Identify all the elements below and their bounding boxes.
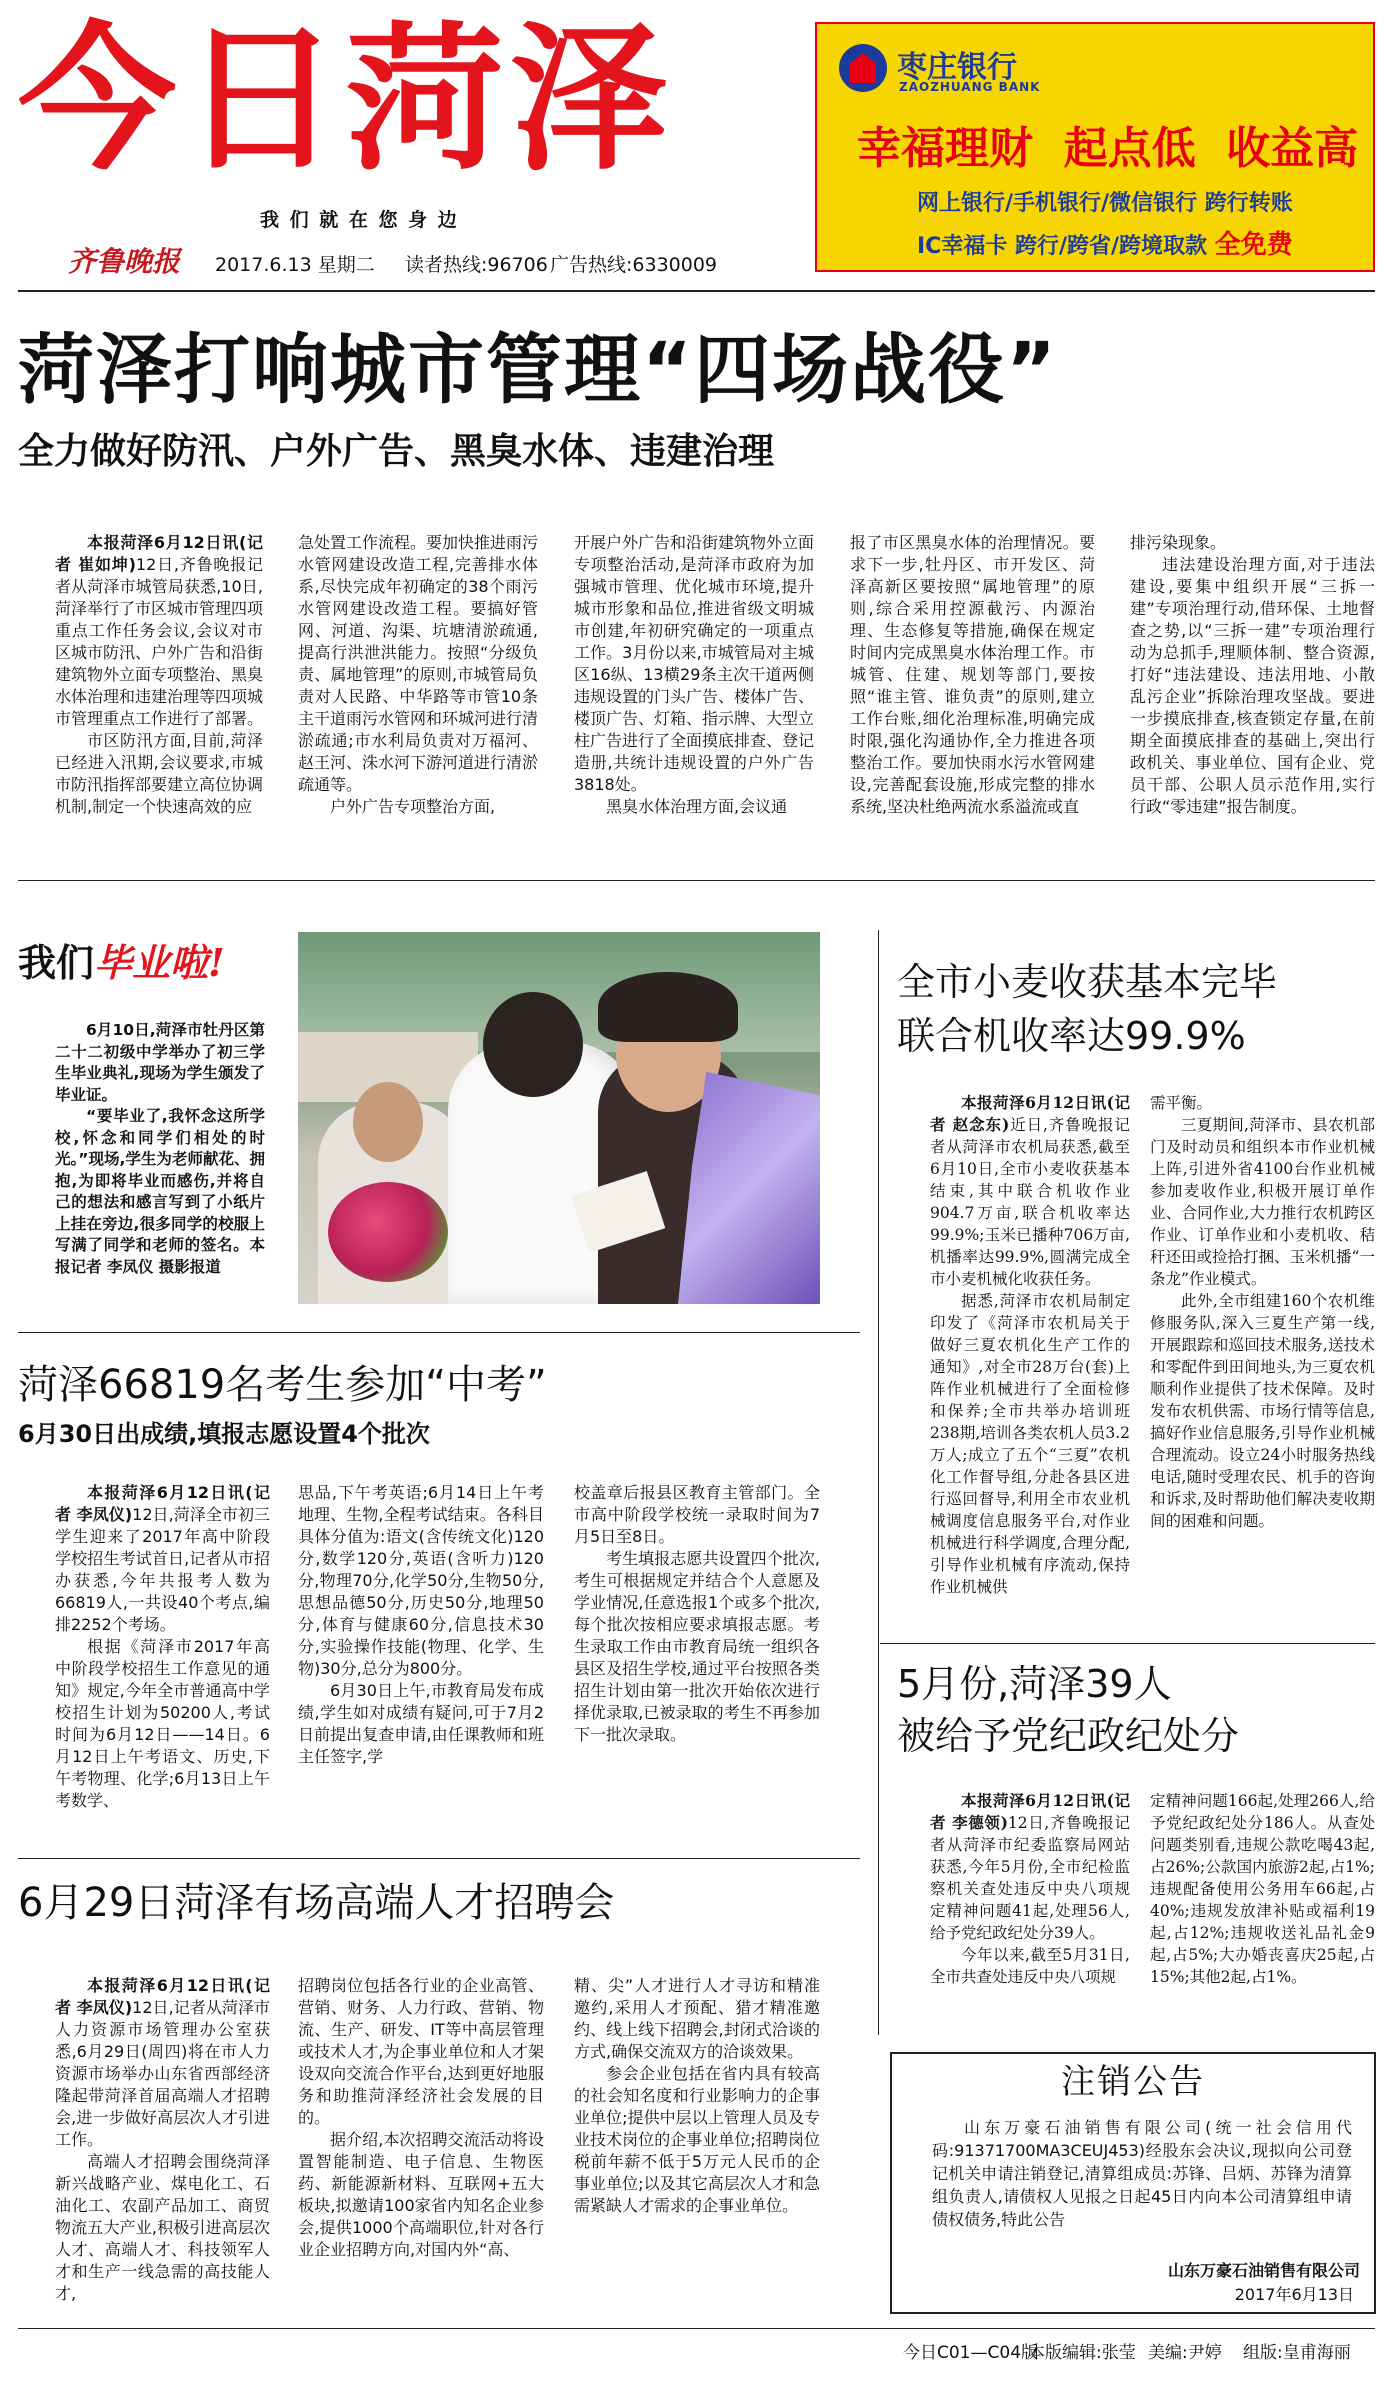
right-col-divider (878, 930, 879, 2035)
exam-subhead: 6月30日出成绩,填报志愿设置4个批次 (18, 1420, 430, 1448)
talent-col-2 (298, 1975, 544, 2315)
grad-photo (298, 932, 820, 1304)
wheat-col-1 (930, 1092, 1130, 1632)
lead-p3: 开展户外广告和沿街建筑物外立面专项整治活动,是菏泽市政府为加强城市管理、优化城市环境,提升城市形象和品位,推进省级文明城市创建,年初研究确定的一项重点工作。3月份以来,市城管局对主城区16纵、13横29条主次干道两侧违规设置的门头广告、楼体广告、楼顶广告、灯箱、指示牌、大型立柱广告进行了全面摸底排查、登记造册,共统计违规设置的户外广告3818处。 (574, 533, 814, 794)
lead-p5: 排污染现象。 (1130, 533, 1227, 552)
bank-ad-line1: 网上银行/手机银行/微信银行 跨行转账 (917, 191, 1293, 216)
discipline-col-1 (930, 1790, 1130, 2030)
notice-body: 山东万豪石油销售有限公司(统一社会信用代码:91371700MA3CEUJ453)经股东会决议,现拟向公司登记机关申请注销登记,清算组成员:苏锋、吕炳、苏锋为清算组负责人,请债权人见报之日起45日内向本公司清算组申请债权债务,特此公告 (932, 2118, 1352, 2229)
exam-p1b: 根据《菏泽市2017年高中阶段学校招生工作意见的通知》规定,今年全市普通高中学校招生计划为50200人,考试时间为6月12日——14日。6月12日上午考语文、历史,下午考物理、化学;6月13日上午考数学、 (55, 1637, 270, 1810)
discipline-p1b: 今年以来,截至5月31日,全市共查处违反中央八项规 (930, 1946, 1130, 1986)
bank-name: 枣庄银行 (897, 50, 1017, 85)
talent-p3: 精、尖”人才进行人才寻访和精准邀约,采用人才预配、猎才精准邀约、线上线下招聘会,封闭式洽谈的方式,确保交流双方的洽谈效果。 (574, 1976, 820, 2061)
exam-headline: 菏泽66819名考生参加“中考” (18, 1362, 547, 1408)
wheat-p2c: 此外,全市组建160个农机维修服务队,深入三夏生产第一线,开展跟踪和巡回技术服务,送技术和零配件到田间地头,为三夏农机顺利作业提供了技术保障。及时发布农机供需、市场行情等信息,搞好作业信息服务,引导作业机械合理流动。设立24小时服务热线电话,随时受理农民、机手的咨询和诉求,及时帮助他们解决麦收期间的困难和问题。 (1150, 1292, 1375, 1530)
notice-box (890, 2052, 1376, 2314)
lead-col-5 (1130, 532, 1375, 862)
bank-ad-line2 (917, 224, 1293, 261)
grad-title-a: 我们 (18, 941, 95, 985)
lead-col-4 (850, 532, 1095, 862)
grad-caption-bold: 6月10日,菏泽市牡丹区第二十二初级中学举办了初三学生毕业典礼,现场为学生颁发了毕业证。 (55, 1021, 265, 1104)
exam-col-2 (298, 1482, 544, 1822)
talent-p1b: 高端人才招聘会围绕菏泽新兴战略产业、煤电化工、石油化工、农副产品加工、商贸物流五大产业,积极引进高层次人才、高端人才、科技领军人才和生产一线急需的高技能人才, (55, 2152, 270, 2303)
exam-p2b: 6月30日上午,市教育局发布成绩,学生如对成绩有疑问,可于7月2日前提出复查申请,由任课教师和班主任签字,学 (298, 1681, 544, 1766)
notice-date: 2017年6月13日 (1234, 2285, 1354, 2304)
talent-p3b: 参会企业包括在省内具有较高的社会知名度和行业影响力的企事业单位;提供中层以上管理人员及专业技术岗位的企事业单位;招聘岗位税前年薪不低于5万元人民币的企事业单位;以及其它高层次人才和急需紧缺人才需求的企事业单位。 (574, 2064, 820, 2215)
talent-p1: 本报菏泽6月12日讯(记者 李凤仪)12日,记者从菏泽市人力资源市场管理办公室获悉,6月29日(周四)将在市人力资源市场举办山东省西部经济隆起带菏泽首届高端人才招聘会,进一步做好高层次人才引进工作。 (55, 1976, 270, 2149)
bank-ad-line2-text: IC幸福卡 跨行/跨省/跨境取款 (917, 234, 1208, 259)
lead-p5b: 违法建设治理方面,对于违法建设,要集中组织开展“三拆一建”专项治理行动,借环保、土地督查之势,以“三拆一建”专项治理行动为总抓手,理顺体制、整合资源,打好“违法建设、违法用地、小散乱污企业”拆除治理攻坚战。要进一步摸底排查,核查锁定存量,在前期全面摸底排查的基础上,突出行政机关、事业单位、国有企业、党员干部、公职人员示范作用,实行行政“零违建”报告制度。 (1130, 555, 1375, 816)
ad-hotline: 广告热线:6330009 (550, 254, 718, 276)
exam-col-1 (55, 1482, 270, 1822)
talent-top-rule (18, 1858, 860, 1859)
masthead-title: 今日菏泽 (18, 8, 674, 192)
exam-top-rule (18, 1332, 860, 1333)
lead-p1: 本报菏泽6月12日讯(记者 崔如坤)12日,齐鲁晚报记者从菏泽市城管局获悉,10日,菏泽举行了市区城市管理四项重点工作任务会议,会议对市区城市防汛、户外广告和沿街建筑物外立面专项整治、黑臭水体治理和违建治理等四项城市管理重点工作进行了部署。 (55, 533, 263, 728)
lead-col-2 (298, 532, 538, 862)
exam-p1: 本报菏泽6月12日讯(记者 李凤仪)12日,菏泽全市初三学生迎来了2017年高中阶段学校招生考试首日,记者从市招办获悉,今年共报考人数为66819人,一共设40个考点,编排2252个考场。 (55, 1483, 270, 1634)
exam-col-3 (574, 1482, 820, 1822)
wheat-p2: 需平衡。 (1150, 1094, 1213, 1112)
lead-p4: 报了市区黑臭水体的治理情况。要求下一步,牡丹区、市开发区、菏泽高新区要按照“属地管理”的原则,综合采用控源截污、内源治理、生态修复等措施,确保在规定时间内完成黑臭水体治理工作。市城管、住建、规划等部门,要按照“谁主管、谁负责”的原则,建立工作台账,细化治理标准,明确完成时限,强化沟通协作,全力推进各项整治工作。要加快雨水污水管网建设,完善配套设施,形成完整的排水系统,坚决杜绝两流水系溢流或直 (850, 533, 1095, 816)
grad-caption-quote: “要毕业了,我怀念这所学校,怀念和同学们相处的时光。”现场,学生为老师献花、拥抱,为即将毕业而感伤,并将自己的想法和感言写到了小纸片上挂在旁边,很多同学的校服上写满了同学和老师的签名。本报记者 李凤仪 摄影报道 (55, 1107, 265, 1276)
wheat-col-2 (1150, 1092, 1375, 1632)
lead-p1b: 市区防汛方面,目前,菏泽已经进入汛期,会议要求,市城市防汛指挥部要建立高位协调机制,制定一个快速高效的应 (55, 731, 263, 816)
lead-p2: 急处置工作流程。要加快推进雨污水管网建设改造工程,完善排水体系,尽快完成年初确定的38个雨污水管网建设改造工程。要搞好管网、河道、沟渠、坑塘清淤疏通,提高行洪泄洪能力。按照“分级负责、属地管理”的原则,市城管局负责对人民路、中华路等市管10条主干道雨污水管网和环城河进行清淤疏通;市水利局负责对万福河、赵王河、洙水河下游河道进行清淤疏通等。 (298, 533, 538, 794)
masthead-slogan: 我 们 就 在 您 身 边 (260, 209, 459, 231)
discipline-headline-1: 5月份,菏泽39人 (897, 1662, 1172, 1706)
lead-col-1 (55, 532, 263, 862)
wheat-p1: 本报菏泽6月12日讯(记者 赵念东)近日,齐鲁晚报记者从菏泽市农机局获悉,截至6月10日,全市小麦收获基本结束,其中联合机收作业904.7万亩,联合机收率达99.9%;玉米已播种706万亩,机播率达99.9%,圆满完成全市小麦机械化收获任务。 (930, 1093, 1130, 1288)
bank-name-en: ZAOZHUANG BANK (899, 80, 1041, 94)
lead-subhead: 全力做好防汛、户外广告、黑臭水体、违建治理 (18, 431, 775, 472)
notice-title: 注销公告 (1061, 2062, 1205, 2102)
footer-pages: 今日C01—C04版 (903, 2343, 1039, 2363)
grad-caption (55, 1020, 265, 1320)
lead-col-3 (574, 532, 814, 862)
discipline-col-2 (1150, 1790, 1375, 2030)
grad-title (18, 940, 288, 986)
bank-ad-headline: 幸福理财 起点低 收益高 (857, 123, 1359, 174)
grad-title-b: 毕业啦! (94, 940, 225, 985)
discipline-p2: 定精神问题166起,处理266人,给予党纪政纪处分186人。从查处问题类别看,违规公款吃喝43起,占26%;公款国内旅游2起,占1%;违规配备使用公务用车66起,占40%;违规发放津补贴或福利19起,占12%;违规收送礼品礼金9起,占5%;大办婚丧喜庆25起,占15%;其他2起,占1%。 (1150, 1792, 1375, 1986)
grad-credit: 本报记者 李凤仪 摄影报道 (55, 1236, 265, 1276)
wheat-headline-1: 全市小麦收获基本完毕 (897, 960, 1278, 1004)
exam-p2: 思品,下午考英语;6月14日上午考地理、生物,全程考试结束。各科目具体分值为:语文(含传统文化)120分,数学120分,英语(含听力)120分,物理70分,化学50分,生物50分,思想品德50分,历史50分,地理50分,体育与健康60分,信息技术30分,实验操作技能(物理、化学、生物)30分,总分为800分。 (298, 1483, 544, 1678)
talent-p2b: 据介绍,本次招聘交流活动将设置智能制造、电子信息、生物医药、新能源新材料、互联网+五大板块,拟邀请100家省内知名企业参会,提供1000个高端职位,针对各行业企业招聘方向,对国内外“高、 (298, 2130, 544, 2259)
bank-logo-icon (839, 44, 887, 92)
lead-headline: 菏泽打响城市管理“四场战役” (18, 325, 1058, 414)
lead-p3b: 黑臭水体治理方面,会议通 (606, 797, 788, 816)
notice-signer: 山东万豪石油销售有限公司 (1167, 2261, 1360, 2280)
wheat-p1b: 据悉,菏泽市农机局制定印发了《菏泽市农机局关于做好三夏农机化生产工作的通知》,对全市28万台(套)上阵作业机械进行了全面检修和保养;全市共举办培训班238期,培训各类农机人员3.2万人;成立了五个“三夏”农机化工作督导组,分赴各县区进行巡回督导,利用全市农业机械调度信息服务平台,对作业机械进行科学调度,合理分配,引导作业机械有序流动,保持作业机械供 (930, 1292, 1130, 1596)
footer-proof: 组版:皇甫海丽 (1243, 2343, 1351, 2363)
footer-design: 美编:尹婷 (1148, 2343, 1222, 2363)
wheat-p2b: 三夏期间,菏泽市、县农机部门及时动员和组织本市作业机械上阵,引进外省4100台作业机械参加麦收作业,积极开展订单作业、合同作业,大力推行农机跨区作业、订单作业和小麦机收、秸秆还田或捡拾打捆、玉米机播“一条龙”作业模式。 (1150, 1116, 1375, 1288)
talent-col-1 (55, 1975, 270, 2315)
paper-name: 齐鲁晚报 (68, 245, 181, 278)
masthead-rule (18, 290, 1375, 292)
discipline-headline-2: 被给予党纪政纪处分 (897, 1714, 1240, 1758)
footer-editor: 本版编辑:张莹 (1028, 2343, 1136, 2363)
footer (18, 2338, 1375, 2368)
talent-col-3 (574, 1975, 820, 2315)
issue-date: 2017.6.13 星期二 (215, 254, 375, 276)
exam-p3b: 考生填报志愿共设置四个批次,考生可根据规定并结合个人意愿及学业情况,任意选报1个或多个批次,每个批次按相应要求填报志愿。考生录取工作由市教育局统一组织各县区及招生学校,通过平台按照各类招生计划由第一批次开始依次进行择优录取,已被录取的考生不再参加下一批次录取。 (574, 1549, 820, 1744)
footer-rule (18, 2328, 1375, 2329)
wheat-headline-2: 联合机收率达99.9% (897, 1014, 1246, 1058)
masthead (0, 0, 1395, 290)
bank-ad (815, 22, 1375, 272)
talent-headline: 6月29日菏泽有场高端人才招聘会 (18, 1880, 615, 1926)
reader-hotline: 读者热线:96706 (405, 254, 548, 276)
wheat-bottom-rule (880, 1643, 1375, 1644)
discipline-p1: 本报菏泽6月12日讯(记者 李德领)12日,齐鲁晚报记者从菏泽市纪委监察局网站获悉,今年5月份,全市纪检监察机关查处违反中央八项规定精神问题41起,处理56人,给予党纪政纪处分39人。 (930, 1791, 1130, 1942)
talent-p2: 招聘岗位包括各行业的企业高管、营销、财务、人力行政、营销、物流、生产、研发、IT等中高层管理或技术人才,为企事业单位和人才架设双向交流合作平台,达到更好地服务和助推菏泽经济社会发展的目的。 (298, 1976, 544, 2127)
lead-p2b: 户外广告专项整治方面, (330, 797, 496, 816)
lead-bottom-rule (18, 880, 1375, 881)
flower-bouquet (328, 1182, 448, 1282)
bank-ad-free: 全免费 (1214, 230, 1293, 260)
exam-p3: 校盖章后报县区教育主管部门。全市高中阶段学校统一录取时间为7月5日至8日。 (574, 1483, 820, 1546)
